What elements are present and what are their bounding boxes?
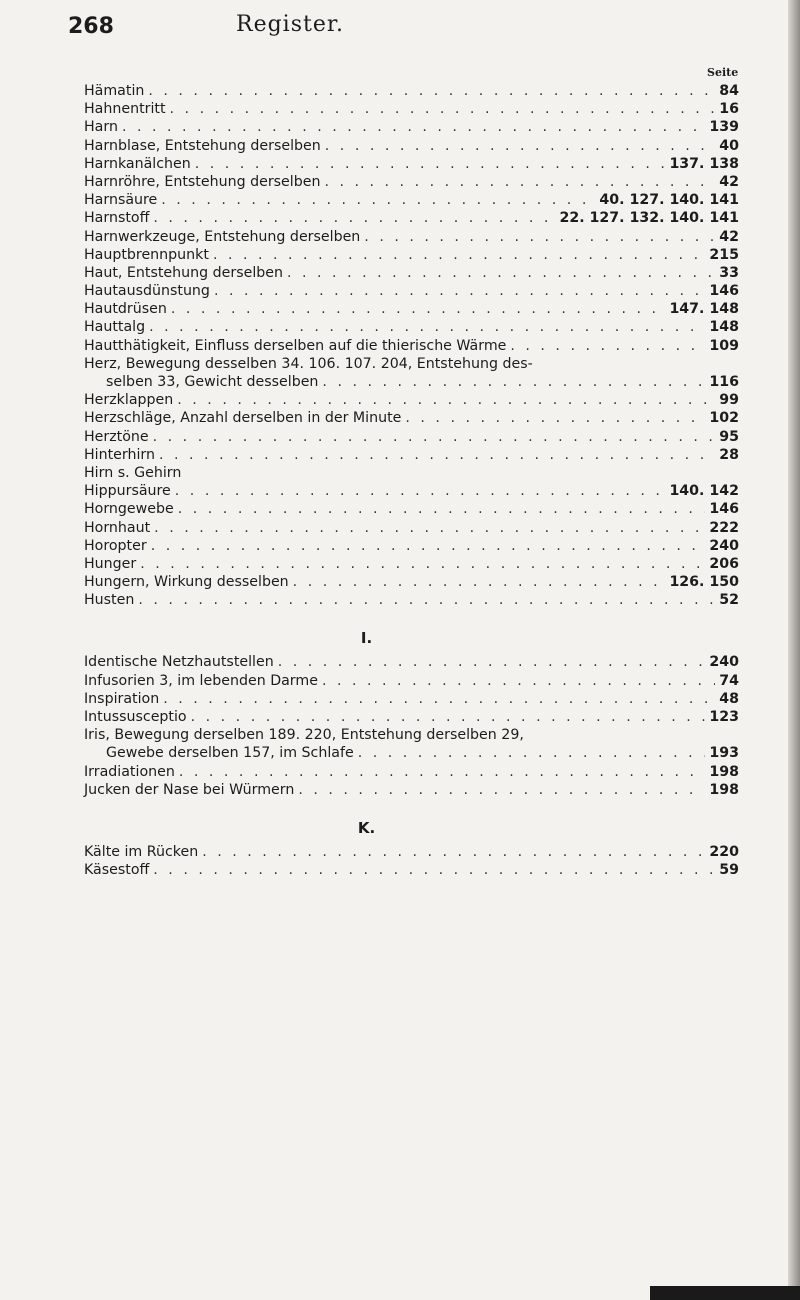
entry-term: Hämatin	[84, 83, 145, 99]
index-entry	[84, 409, 739, 427]
entry-page-numbers: 240	[709, 654, 739, 671]
dot-leader	[159, 446, 715, 464]
entry-page-numbers: 198	[709, 763, 739, 780]
index-entry	[84, 690, 739, 708]
entry-page-numbers: 126. 150	[669, 574, 739, 591]
entry-term: Inspiration	[84, 690, 160, 707]
dot-leader	[153, 861, 715, 879]
entry-page-numbers: 146	[709, 283, 739, 300]
dot-leader	[364, 228, 715, 246]
entry-term: Horngewebe	[84, 501, 174, 518]
dot-leader	[154, 519, 705, 537]
entry-page-numbers: 22. 127. 132. 140. 141	[559, 210, 739, 227]
page-number: 268	[68, 14, 114, 39]
entry-term: Hautdrüsen	[84, 301, 167, 318]
entry-term: Hunger	[84, 555, 137, 572]
entry-term: Herztöne	[84, 428, 149, 445]
index-entry	[84, 155, 739, 173]
entry-term: Infusorien 3, im lebenden Darme	[84, 672, 318, 689]
dot-leader	[214, 282, 705, 300]
dot-leader	[191, 708, 706, 726]
index-entry	[84, 209, 739, 227]
index-entry	[84, 500, 739, 518]
entry-term: Hauttalg	[84, 319, 146, 336]
index-entry	[84, 337, 739, 355]
entry-term: Hautthätigkeit, Einfluss derselben auf die thierische Wärme	[84, 337, 507, 354]
index-entry	[84, 428, 739, 446]
entry-page-numbers: 240	[709, 537, 739, 554]
entry-page-numbers: 193	[709, 745, 739, 762]
entry-term: selben 33, Gewicht desselben	[106, 374, 319, 390]
dot-leader	[177, 391, 715, 409]
dot-leader	[151, 537, 706, 555]
index-entry	[84, 118, 739, 136]
index-entry	[84, 137, 739, 155]
section-letter: K.	[357, 818, 376, 837]
dot-leader	[148, 82, 715, 100]
entry-page-numbers: 148	[709, 319, 739, 336]
dot-leader	[179, 763, 706, 781]
entry-term: Harnstoff	[84, 210, 150, 227]
index-entry	[84, 482, 739, 500]
index-entry	[84, 446, 739, 464]
dot-leader	[178, 500, 706, 518]
dot-leader	[358, 744, 706, 762]
entry-term: Gewebe derselben 157, im Schlafe	[106, 745, 354, 762]
entry-page-numbers: 220	[709, 843, 739, 860]
index-entry	[84, 555, 739, 573]
index-entry	[84, 519, 739, 537]
entry-term: Harnsäure	[84, 192, 158, 209]
entry-page-numbers: 95	[719, 428, 739, 445]
index-entry	[84, 591, 739, 609]
dot-leader	[170, 100, 716, 118]
entry-page-numbers: 215	[709, 246, 739, 263]
index-entry	[84, 537, 739, 555]
dot-leader	[138, 591, 715, 609]
entry-page-numbers: 116	[709, 374, 739, 390]
entry-page-numbers: 74	[719, 672, 739, 689]
dot-leader	[171, 300, 666, 318]
entry-term: Hautausdünstung	[84, 283, 210, 300]
entry-page-numbers: 102	[709, 410, 739, 427]
entry-page-numbers: 140. 142	[669, 483, 739, 500]
entry-term: Horopter	[84, 537, 147, 554]
entry-page-numbers: 198	[709, 781, 739, 798]
entry-term: Käsestoff	[84, 862, 150, 879]
entry-page-numbers: 42	[719, 173, 739, 190]
index-entries	[84, 82, 739, 879]
dot-leader	[213, 246, 705, 264]
entry-page-numbers: 40. 127. 140. 141	[599, 192, 739, 209]
entry-page-numbers: 206	[709, 555, 739, 572]
entry-page-numbers: 48	[719, 690, 739, 707]
entry-term: Harnwerkzeuge, Entstehung derselben	[84, 228, 361, 245]
section-gap	[84, 799, 739, 813]
dot-leader	[510, 337, 705, 355]
entry-term: Hirn s. Gehirn	[84, 464, 182, 481]
entry-page-numbers: 222	[709, 519, 739, 536]
index-entry	[84, 318, 739, 336]
index-entry	[84, 173, 739, 191]
dot-leader	[325, 137, 715, 155]
dot-leader	[175, 482, 666, 500]
index-entry	[84, 246, 739, 264]
entry-term: Irradiationen	[84, 763, 175, 780]
entry-page-numbers: 109	[709, 337, 739, 354]
index-entry	[84, 763, 739, 781]
entry-term: Hahnentritt	[84, 101, 166, 118]
entry-term: Harnkanälchen	[84, 155, 191, 172]
entry-term: Hungern, Wirkung desselben	[84, 574, 289, 591]
entry-page-numbers: 84	[719, 83, 739, 99]
dot-leader	[202, 843, 705, 861]
index-entry	[84, 300, 739, 318]
index-entry	[84, 653, 739, 671]
entry-page-numbers: 40	[719, 137, 739, 154]
entry-term: Identische Netzhautstellen	[84, 654, 274, 671]
entry-page-numbers: 16	[719, 101, 739, 118]
dot-leader	[322, 373, 705, 391]
index-entry	[84, 708, 739, 726]
column-label-seite: Seite	[707, 66, 739, 79]
entry-page-numbers: 33	[719, 264, 739, 281]
dot-leader	[163, 690, 715, 708]
dot-leader	[278, 653, 706, 671]
dot-leader	[287, 264, 715, 282]
entry-page-numbers: 52	[719, 592, 739, 609]
entry-term: Harnröhre, Entstehung derselben	[84, 173, 321, 190]
entry-term: Kälte im Rücken	[84, 843, 199, 860]
section-letter: I.	[360, 629, 373, 648]
page-edge-shadow	[788, 0, 800, 1300]
index-entry	[84, 191, 739, 209]
dot-leader	[153, 209, 555, 227]
entry-page-numbers: 123	[709, 709, 739, 725]
entry-term: Jucken der Nase bei Würmern	[84, 781, 295, 798]
dot-leader	[195, 155, 666, 173]
dot-leader	[161, 191, 595, 209]
entry-term: Harnblase, Entstehung derselben	[84, 137, 321, 154]
index-entry	[84, 861, 739, 879]
entry-page-numbers: 147. 148	[669, 301, 739, 318]
dot-leader	[324, 173, 715, 191]
entry-term: Hippursäure	[84, 483, 171, 500]
entry-page-numbers: 139	[709, 119, 739, 136]
entry-term: Herzklappen	[84, 392, 174, 409]
dot-leader	[322, 672, 715, 690]
index-entry	[84, 355, 739, 373]
dot-leader	[298, 781, 705, 799]
index-entry	[84, 464, 739, 482]
index-entry	[84, 573, 739, 591]
entry-term: Herzschläge, Anzahl derselben in der Minute	[84, 410, 402, 427]
index-entry	[84, 373, 739, 391]
entry-term: Herz, Bewegung desselben 34. 106. 107. 204, Entstehung des-	[84, 355, 533, 372]
entry-term: Hauptbrennpunkt	[84, 246, 209, 263]
entry-term: Iris, Bewegung derselben 189. 220, Entstehung derselben 29,	[84, 727, 524, 744]
index-entry	[84, 744, 739, 762]
index-entry	[84, 264, 739, 282]
index-entry	[84, 391, 739, 409]
entry-term: Husten	[84, 592, 135, 609]
entry-page-numbers: 42	[719, 228, 739, 245]
entry-page-numbers: 99	[719, 392, 739, 409]
entry-page-numbers: 146	[709, 501, 739, 518]
entry-term: Haut, Entstehung derselben	[84, 264, 283, 281]
dot-leader	[122, 118, 705, 136]
dot-leader	[140, 555, 705, 573]
dot-leader	[405, 409, 705, 427]
section-gap	[84, 609, 739, 623]
entry-term: Intussusceptio	[84, 709, 187, 725]
index-entry	[84, 781, 739, 799]
entry-page-numbers: 28	[719, 446, 739, 463]
index-entry	[84, 82, 739, 100]
entry-term: Hinterhirn	[84, 446, 155, 463]
entry-term: Hornhaut	[84, 519, 151, 536]
running-title: Register.	[236, 12, 344, 37]
entry-page-numbers: 59	[719, 862, 739, 879]
dot-leader	[293, 573, 666, 591]
index-entry	[84, 726, 739, 744]
entry-page-numbers: 137. 138	[669, 155, 739, 172]
bottom-edge-bar	[650, 1286, 800, 1300]
index-entry	[84, 843, 739, 861]
index-entry	[84, 282, 739, 300]
index-entry	[84, 100, 739, 118]
index-entry	[84, 228, 739, 246]
entry-term: Harn	[84, 119, 118, 136]
dot-leader	[153, 428, 716, 446]
dot-leader	[149, 318, 705, 336]
index-entry	[84, 672, 739, 690]
